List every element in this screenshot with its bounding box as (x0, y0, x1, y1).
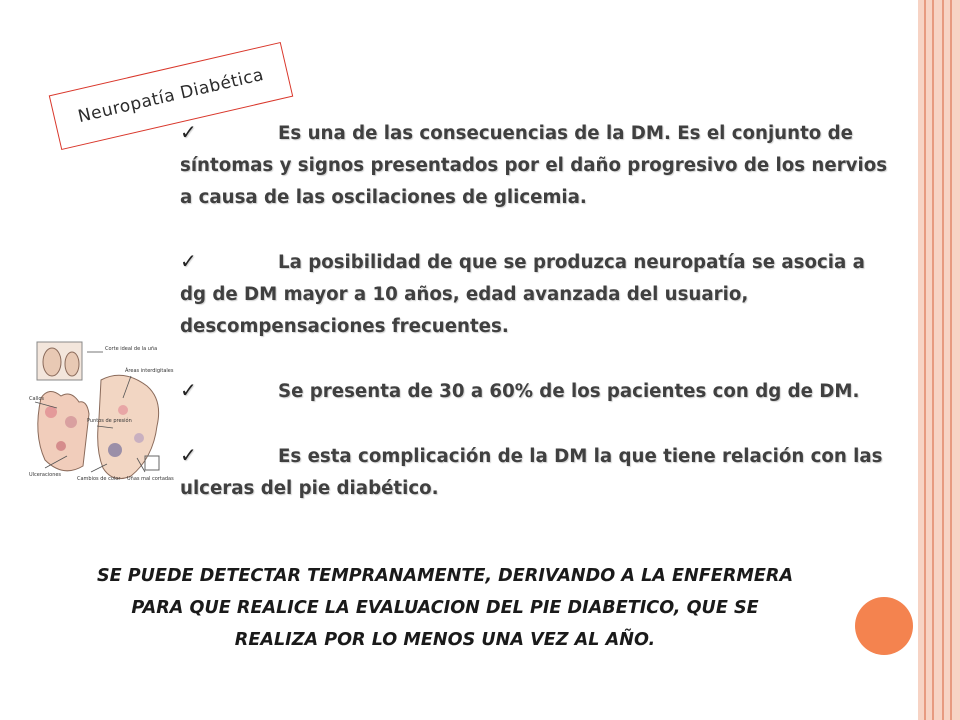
checkmark-icon: ✓ (180, 120, 197, 144)
checkmark-icon: ✓ (180, 443, 197, 467)
frame-line (932, 0, 934, 720)
figure-label-interdigital: Áreas interdigitales (125, 368, 174, 374)
bullet-list (180, 116, 890, 536)
checkmark-icon: ✓ (180, 249, 197, 273)
bullet-text: La posibilidad de que se produzca neuropatía se asocia a dg de DM mayor a 10 años, edad avanzada del usuario, descompensaciones frecuentes. (180, 252, 865, 337)
bullet-item (180, 374, 890, 408)
figure-label-ingrown: Uñas mal cortadas (127, 476, 174, 482)
figure-label-ulcers: Ulceraciones (29, 472, 62, 478)
bullet-text: Se presenta de 30 a 60% de los pacientes con dg de DM. (278, 381, 860, 402)
figure-label-color: Cambios de color (77, 476, 121, 482)
frame-line (950, 0, 952, 720)
figure-label-pressure: Puntos de presión (87, 418, 132, 424)
bullet-item (180, 116, 890, 214)
frame-line (924, 0, 926, 720)
bullet-item (180, 245, 890, 343)
figure-label-callus: Callos (29, 396, 44, 402)
slide-frame-stripes (918, 0, 960, 720)
checkmark-icon: ✓ (180, 378, 197, 402)
slide-title: Neuropatía Diabética (76, 64, 266, 128)
figure-label-nail: Corte ideal de la uña (105, 346, 158, 352)
bullet-text: Es esta complicación de la DM la que tiene relación con las ulceras del pie diabético. (180, 446, 883, 499)
bullet-item (180, 439, 890, 505)
diabetic-foot-illustration (27, 338, 174, 484)
conclusion-text: SE PUEDE DETECTAR TEMPRANAMENTE, DERIVANDO A LA ENFERMERA PARA QUE REALICE LA EVALUACION DEL PIE DIABETICO, QUE SE REALIZA POR LO MENOS UNA VEZ AL AÑO. (96, 566, 794, 650)
bullet-text: Es una de las consecuencias de la DM. Es el conjunto de síntomas y signos presentados por el daño progresivo de los nervios a causa de las oscilaciones de glicemia. (180, 123, 888, 208)
decorative-orange-circle (855, 597, 913, 655)
frame-line (942, 0, 944, 720)
